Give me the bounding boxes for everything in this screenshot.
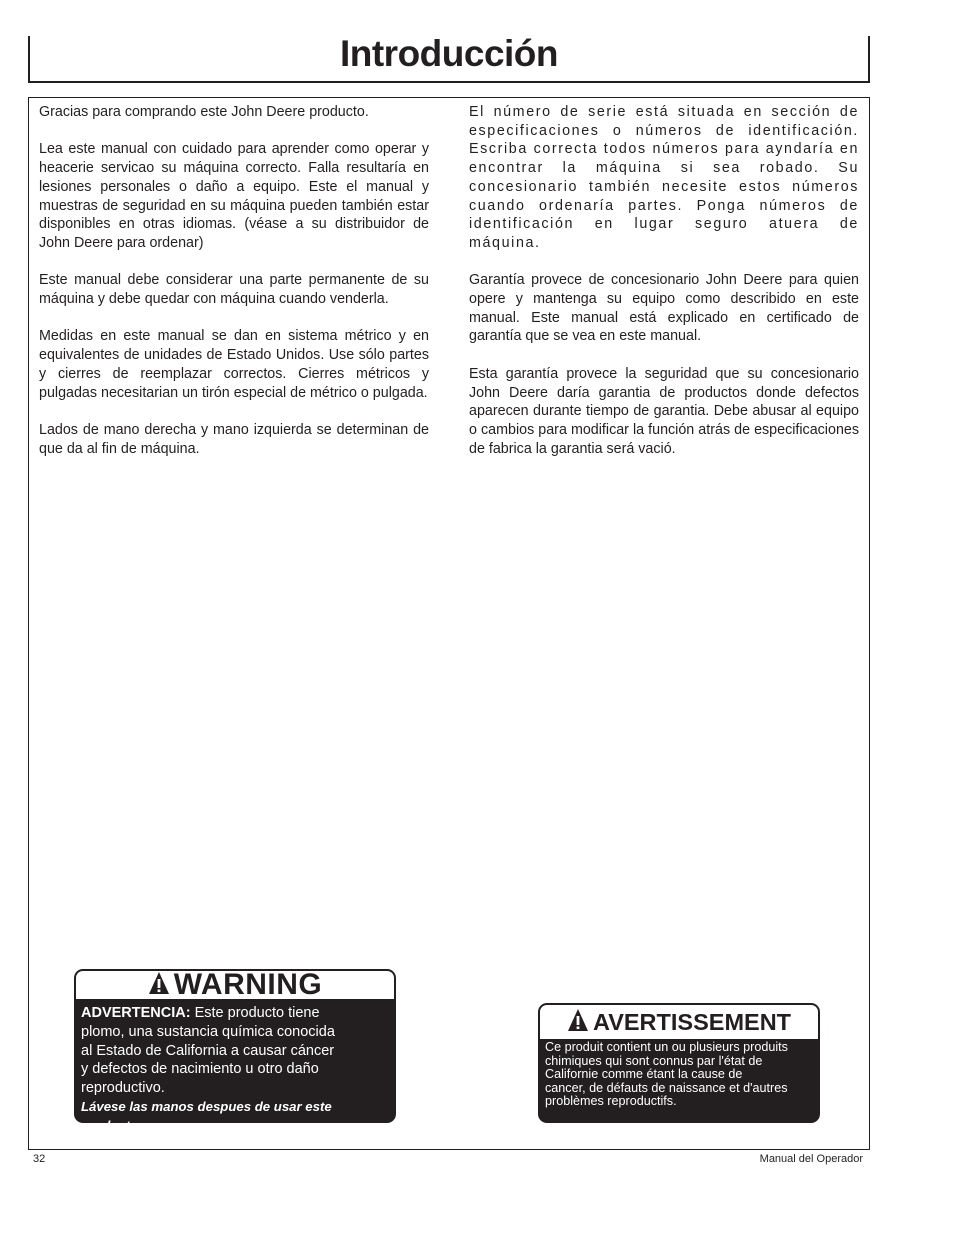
warning-line (81, 1004, 390, 1023)
warning-label-header (76, 968, 394, 1001)
warning-italic-note: Lávese las manos despues de usar este producto. (81, 1098, 332, 1133)
paragraph: Este manual debe considerar una parte permanente de su máquina y debe quedar con máquina cuando venderla. (39, 272, 429, 307)
avertissement-line: Californie comme étant la cause de (545, 1067, 743, 1082)
paragraph: Garantía provece de concesionario John Deere para quien opere y mantenga su equipo como describido en este manual. Este manual está explicado en certificado de garantía que se vea en este manual. (469, 272, 859, 345)
warning-label-heading: WARNING (173, 968, 323, 1001)
left-column (39, 103, 429, 477)
paragraph: Medidas en este manual se dan en sistema métrico y en equivalentes de unidades de Estado Unidos. Use sólo partes y cierres de reemplazar correctos. Cierres métricos y pulgadas necesitarian un tirón especial de métrico o pulgada. (39, 328, 429, 401)
avertissement-line: Ce produit contient un ou plusieurs produits (545, 1040, 788, 1054)
warning-triangle-icon (148, 971, 170, 1000)
right-column (469, 103, 859, 477)
paragraph: Esta garantía provece la seguridad que su concesionario John Deere daría garantia de productos donde defectos aparecen durante tiempo de garantia. Debe abusar al equipo o cambios para modificar la función atrás de especificaciones de fabrica la garantia será vació. (469, 365, 859, 457)
warning-lead: ADVERTENCIA: (81, 1005, 191, 1021)
warning-safety-label (74, 968, 396, 1133)
avertissement-label-header (540, 1005, 818, 1039)
warning-label-body (81, 1004, 390, 1136)
avertissement-line: cancer, de défauts de naissance et d'autres (545, 1080, 788, 1095)
warning-triangle-icon (567, 1008, 589, 1037)
paragraph: El número de serie está situada en sección de especificaciones o números de identificación. Escriba correcta todos números para ayndaría en encontrar la máquina si sea robado. Su concesionario también necesite estos números cuando ordenaría partes. Ponga números de identificación en lugar seguro atuera de máquina. (469, 104, 859, 251)
paragraph: Gracias para comprando este John Deere producto. (39, 104, 369, 120)
title-box (28, 33, 870, 83)
page-title: Introducción (339, 33, 559, 74)
avertissement-label-heading: AVERTISSEMENT (592, 1008, 792, 1035)
warning-line: plomo, una sustancia química conocida (81, 1023, 335, 1040)
avertissement-label-body (545, 1041, 815, 1109)
avertissement-line: chimiques qui sont connus par l'état de (545, 1053, 763, 1068)
manual-name: Manual del Operador (759, 1153, 863, 1165)
page-number: 32 (33, 1153, 46, 1165)
warning-line: al Estado de California a causar cáncer (81, 1042, 335, 1059)
avertissement-line: problèmes reproductifs. (545, 1094, 677, 1109)
avertissement-safety-label (538, 1003, 820, 1123)
warning-line: y defectos de nacimiento u otro daño (81, 1061, 319, 1078)
warning-line-text: Este producto tiene (194, 1005, 320, 1021)
paragraph: Lea este manual con cuidado para aprender como operar y heacerie servicao su máquina correcto. Falla resultaría en lesiones personales o daño a equipo. Este el manual y muestras de seguridad en su máquina pueden también estar disponibles en otras idiomas. (véase a su distribuidor de John Deere para ordenar) (39, 141, 429, 251)
paragraph: Lados de mano derecha y mano izquierda se determinan de que da al fin de máquina. (39, 421, 429, 457)
warning-line: reproductivo. (81, 1080, 165, 1097)
